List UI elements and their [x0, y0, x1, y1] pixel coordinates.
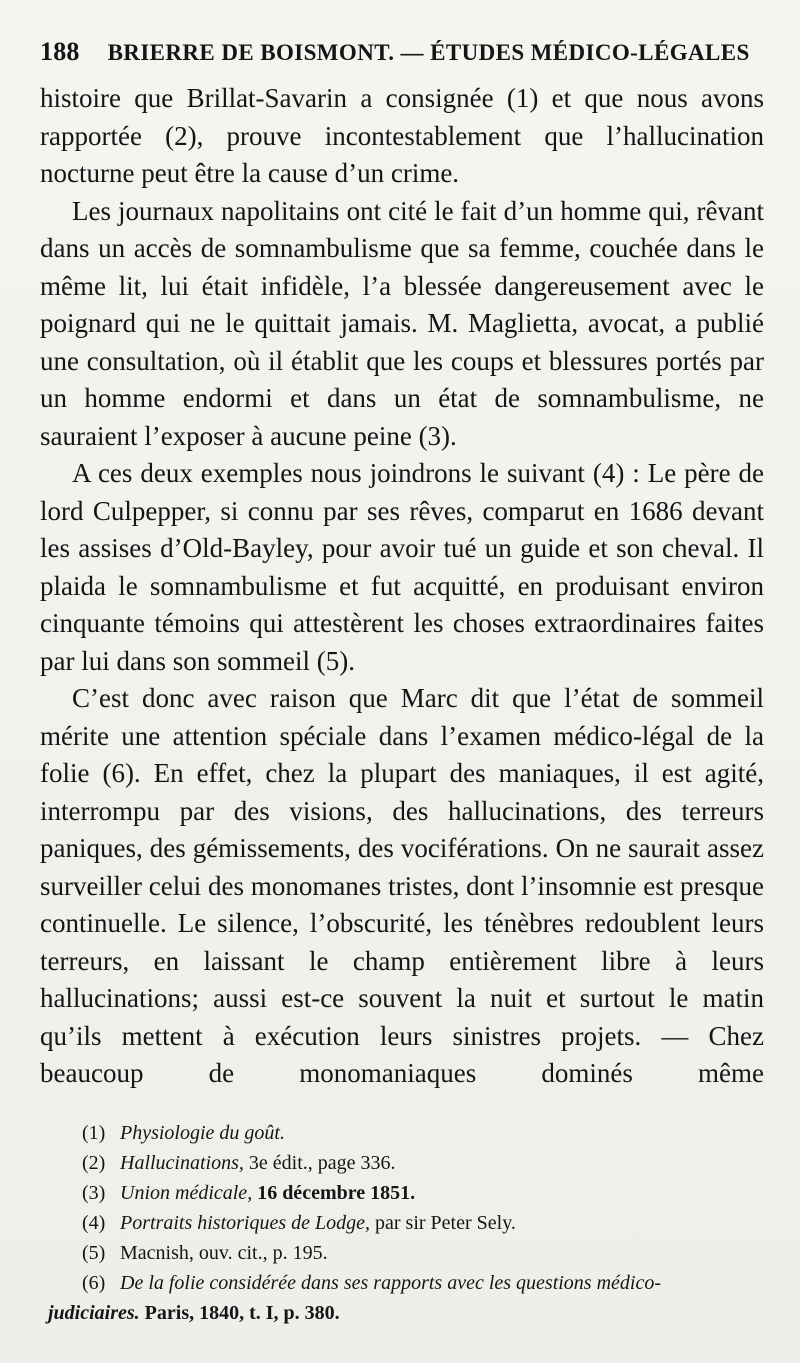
footnote-2	[48, 1148, 768, 1178]
paragraph-continued: histoire que Brillat-Savarin a consignée (1) et que nous avons rapportée (2), prouve incontestablement que l’hallucination nocturne peut être la cause d’un crime.	[40, 83, 764, 188]
footnote-number: (1)	[82, 1122, 106, 1144]
footnote-text: Paris, 1840, t. I, p. 380.	[139, 1302, 340, 1324]
footnote-title: Hallucinations,	[120, 1152, 244, 1174]
paragraph-naples-case: Les journaux napolitains ont cité le fait d’un homme qui, rêvant dans un accès de somnambulisme que sa femme, couchée dans le même lit, lui était infidèle, l’a blessée dangereusement avec le poignard qui ne le quittait jamais. M. Maglietta, avocat, a publié une consultation, où il établit que les coups et blessures portés par un homme endormi et dans un état de somnambulisme, ne sauraient l’exposer à aucune peine (3).	[40, 195, 764, 451]
footnote-1	[48, 1118, 768, 1148]
footnote-5	[48, 1238, 768, 1268]
footnote-number: (2)	[82, 1152, 106, 1174]
footnote-6	[48, 1268, 768, 1328]
footnote-text: par sir Peter Sely.	[370, 1212, 516, 1234]
page-number: 188	[40, 37, 80, 66]
running-head: BRIERRE DE BOISMONT. — ÉTUDES MÉDICO-LÉGALES	[107, 40, 750, 65]
paragraph-culpepper-case: A ces deux exemples nous joindrons le suivant (4) : Le père de lord Culpepper, si connu par ses rêves, comparut en 1686 devant les assises d’Old-Bayley, pour avoir tué un guide et son cheval. Il plaida le somnambulisme et fut acquitté, en produisant environ cinquante témoins qui attestèrent les choses extraordinaires faites par lui dans son sommeil (5).	[40, 458, 764, 676]
body-text	[40, 80, 764, 1093]
page-header	[40, 34, 760, 70]
footnote-number: (4)	[82, 1212, 106, 1234]
paragraph-marc-sleep: C’est donc avec raison que Marc dit que l’état de sommeil mérite une attention spéciale dans l’examen médico-légal de la folie (6). En effet, chez la plupart des maniaques, il est agité, interrompu par des visions, des hallucinations, des terreurs paniques, des gémissements, des vociférations. On ne saurait assez surveiller celui des monomanes tristes, dont l’insomnie est presque continuelle. Le silence, l’obscurité, les ténèbres redoublent leurs terreurs, en laissant le champ entièrement libre à leurs hallucinations; aussi est-ce souvent la nuit et surtout le matin qu’ils mettent à exécution leurs sinistres projets. — Chez beaucoup de monomaniaques dominés même	[40, 683, 764, 1088]
footnote-title: Union médicale,	[120, 1182, 253, 1204]
footnote-title: De la folie considérée dans ses rapports avec les questions médico-	[120, 1272, 662, 1294]
footnote-title: Physiologie du goût.	[120, 1122, 285, 1144]
footnote-number: (3)	[82, 1182, 106, 1204]
footnote-title-continued: judiciaires.	[48, 1302, 140, 1324]
footnote-4	[48, 1208, 768, 1238]
footnote-text: 3e édit., page 336.	[243, 1152, 396, 1174]
footnote-continuation	[48, 1298, 768, 1328]
footnotes	[48, 1118, 768, 1328]
footnote-title: Portraits historiques de Lodge,	[120, 1212, 371, 1234]
footnote-number: (5)	[82, 1242, 106, 1264]
footnote-text: 16 décembre 1851.	[252, 1182, 416, 1204]
footnote-3	[48, 1178, 768, 1208]
footnote-number: (6)	[82, 1272, 106, 1294]
footnote-text: Macnish, ouv. cit., p. 195.	[120, 1242, 328, 1264]
